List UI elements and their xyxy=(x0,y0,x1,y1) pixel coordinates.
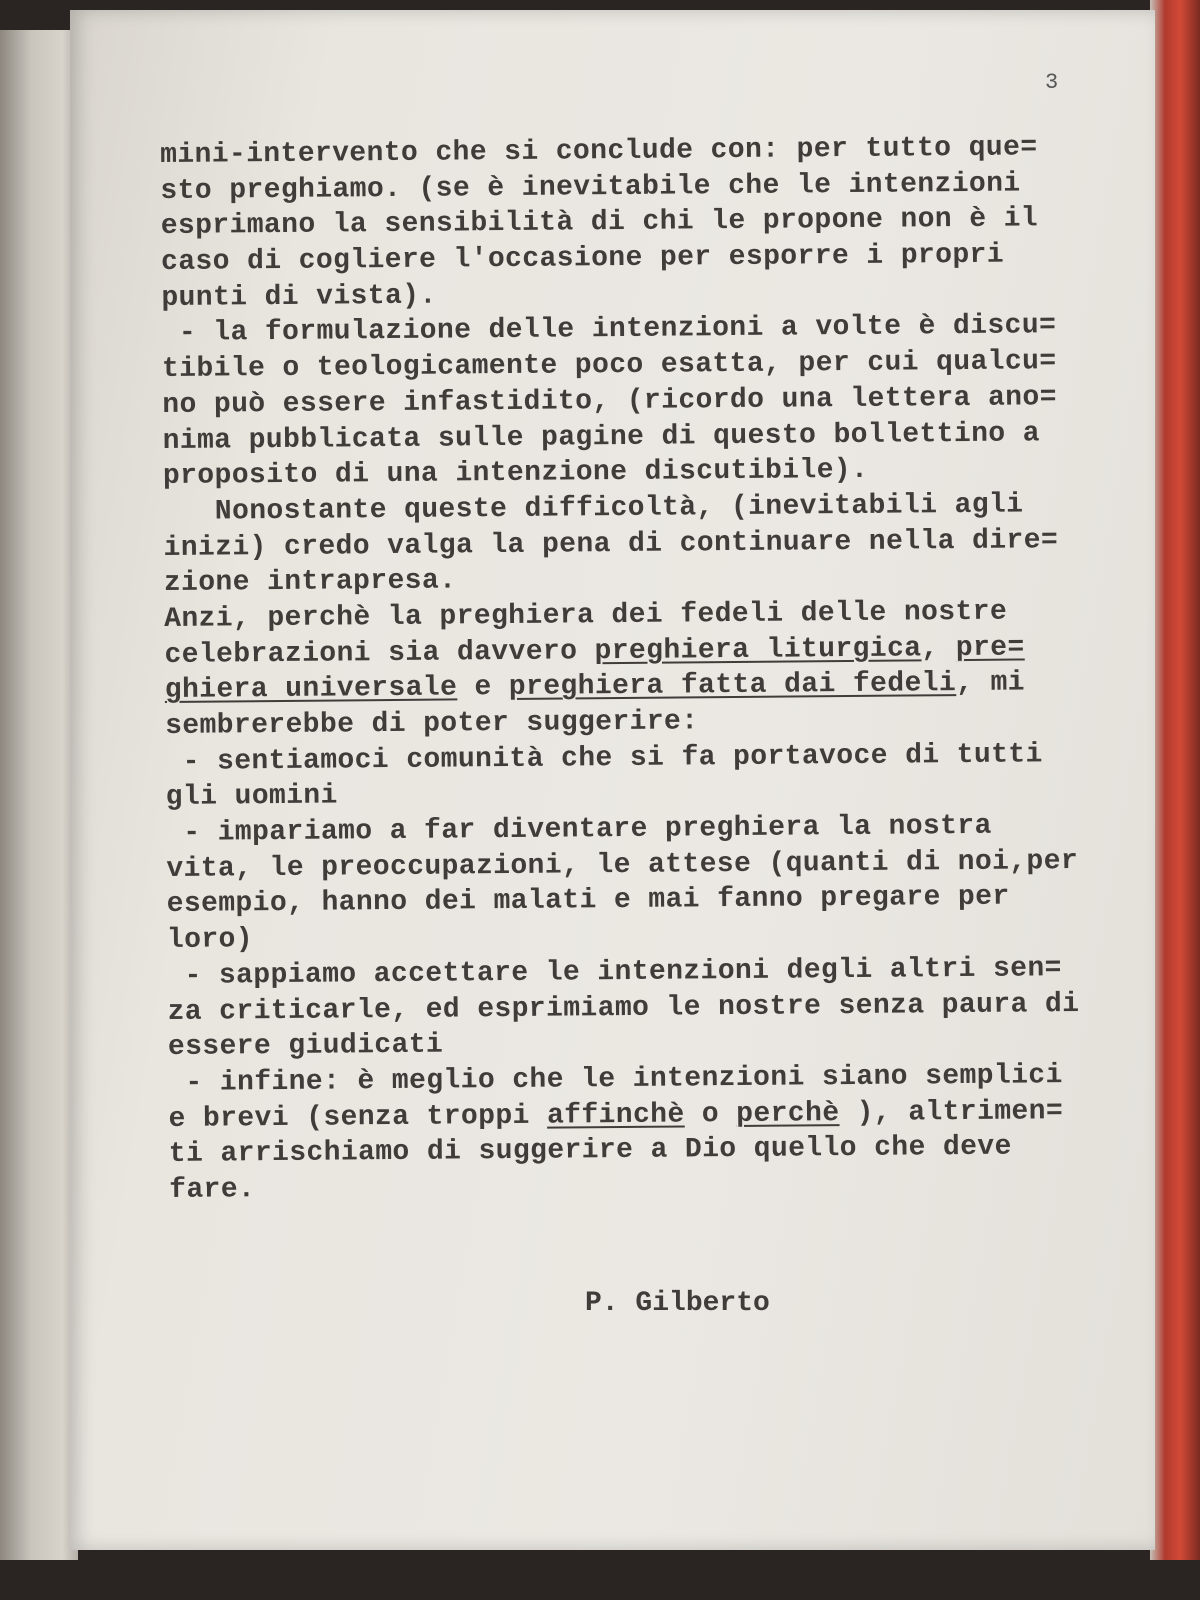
underlined-text: pre= xyxy=(955,632,1025,664)
book-cover-edge xyxy=(1150,0,1200,1560)
text-segment: caso di cogliere l'occasione per esporre i propri xyxy=(160,239,1005,279)
text-segment: tibile o teologicamente poco esatta, per cui qualcu= xyxy=(161,346,1057,386)
text-segment: inizi) credo valga la pena di continuare nella dire= xyxy=(163,524,1059,564)
text-segment: vita, le preoccupazioni, le attese (quanti di noi,per xyxy=(166,845,1079,885)
text-segment: punti di vista). xyxy=(161,280,437,314)
text-segment: fare. xyxy=(169,1174,256,1206)
text-segment: - la formulazione delle intenzioni a volte è discu= xyxy=(161,310,1057,350)
text-segment: , xyxy=(921,632,956,664)
text-segment: celebrazioni sia davvero xyxy=(164,635,595,671)
text-segment: - infine: è meglio che le intenzioni siano semplici xyxy=(168,1060,1063,1099)
underlined-text: affinchè xyxy=(546,1099,685,1132)
underlined-text: perchè xyxy=(736,1097,840,1130)
text-segment: sembrerebbe di poter suggerire: xyxy=(165,706,699,742)
text-segment: ti arrischiamo di suggerire a Dio quello che deve xyxy=(168,1131,1012,1171)
text-segment: Nonostante queste difficoltà, (inevitabili agli xyxy=(163,489,1024,528)
underlined-text: ghiera universale xyxy=(164,672,458,707)
page-number: 3 xyxy=(1045,70,1059,95)
text-segment: za criticarle, ed esprimiamo le nostre senza paura di xyxy=(167,988,1080,1028)
underlined-text: preghiera fatta dai fedeli xyxy=(508,668,957,704)
text-segment: Anzi, perchè la preghiera dei fedeli delle nostre xyxy=(164,596,1008,635)
text-segment: esprimano la sensibilità di chi le propone non è il xyxy=(160,203,1039,243)
text-segment: o xyxy=(684,1098,737,1131)
text-segment: - sappiamo accettare le intenzioni degli altri sen= xyxy=(167,952,1062,992)
text-segment: sto preghiamo. (se è inevitabile che le intenzioni xyxy=(160,168,1021,207)
text-segment: loro) xyxy=(166,924,254,957)
text-segment: gli uomini xyxy=(165,780,338,814)
body-text xyxy=(160,129,1149,1208)
signature: P. Gilberto xyxy=(585,1288,770,1319)
text-segment: e xyxy=(457,672,510,704)
text-segment: essere giudicati xyxy=(167,1029,444,1064)
text-segment: - sentiamoci comunità che si fa portavoce di tutti xyxy=(165,739,1043,778)
text-segment: , mi xyxy=(956,667,1026,700)
text-segment: no può essere infastidito, (ricordo una lettera ano= xyxy=(162,381,1057,421)
text-segment: zione intrapresa. xyxy=(163,565,457,600)
text-segment: proposito di una intenzione discutibile). xyxy=(162,455,869,493)
text-segment: nima pubblicata sulle pagine di questo bollettino a xyxy=(162,417,1041,457)
left-page-edge xyxy=(0,30,78,1560)
text-segment: - impariamo a far diventare preghiera la nostra xyxy=(165,810,992,850)
text-segment: ), altrimen= xyxy=(839,1095,1064,1129)
text-segment: esempio, hanno dei malati e mai fanno pregare per xyxy=(166,882,1010,921)
text-segment: mini-intervento che si conclude con: per tutto que= xyxy=(160,132,1038,171)
underlined-text: preghiera liturgica xyxy=(594,633,922,667)
text-segment: e brevi (senza troppi xyxy=(168,1100,548,1135)
